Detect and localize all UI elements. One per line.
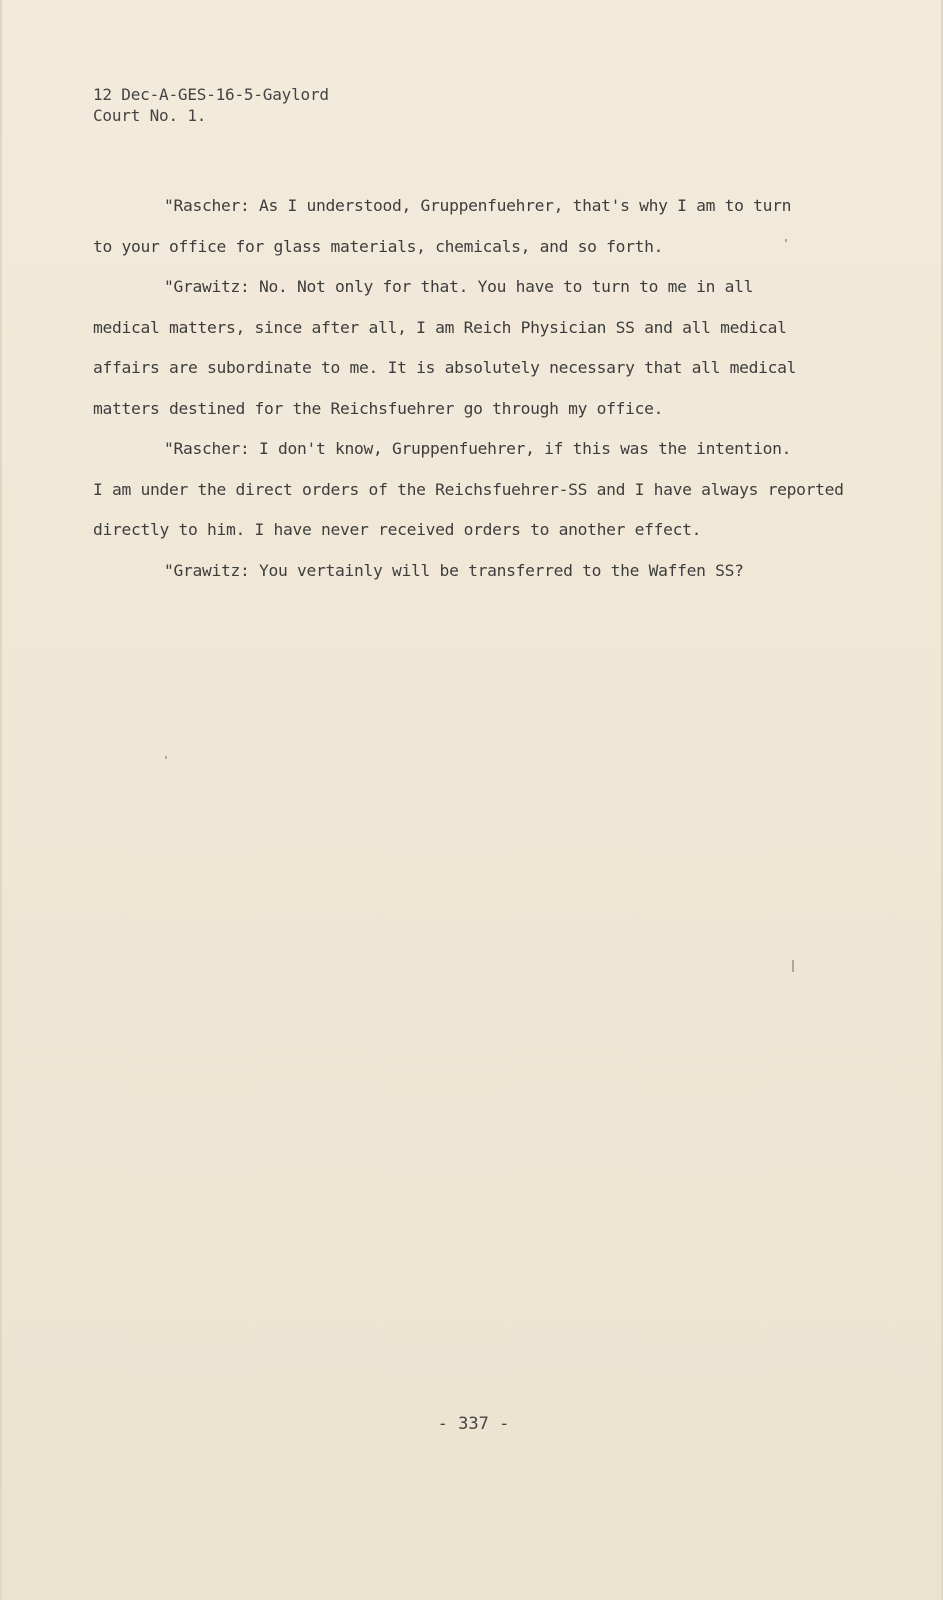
transcript-line: I am under the direct orders of the Reichsfuehrer-SS and I have always reported xyxy=(93,479,844,499)
court-number: Court No. 1. xyxy=(93,106,207,125)
transcript-line: "Grawitz: You vertainly will be transferred to the Waffen SS? xyxy=(164,560,744,580)
transcript-line: "Grawitz: No. Not only for that. You have to turn to me in all xyxy=(164,277,754,296)
transcript-line: matters destined for the Reichsfuehrer go through my office. xyxy=(93,398,664,418)
transcript-line: "Rascher: I don't know, Gruppenfuehrer, if this was the intention. xyxy=(164,439,792,458)
transcript-line: medical matters, since after all, I am Reich Physician SS and all medical xyxy=(93,317,787,337)
transcript-line: to your office for glass materials, chemicals, and so forth. xyxy=(93,236,664,256)
paper-speck xyxy=(792,960,794,972)
document-reference: 12 Dec-A-GES-16-5-Gaylord xyxy=(93,85,329,104)
transcript-line: "Rascher: As I understood, Gruppenfuehrer, that's why I am to turn xyxy=(164,196,792,215)
page-number: - 337 - xyxy=(437,1414,510,1434)
paper-speck xyxy=(165,756,167,759)
transcript-line: directly to him. I have never received orders to another effect. xyxy=(93,520,702,539)
transcript-line: affairs are subordinate to me. It is absolutely necessary that all medical xyxy=(93,358,797,377)
transcript-body xyxy=(93,186,908,591)
paper-speck xyxy=(785,239,787,242)
document-header xyxy=(93,84,329,126)
